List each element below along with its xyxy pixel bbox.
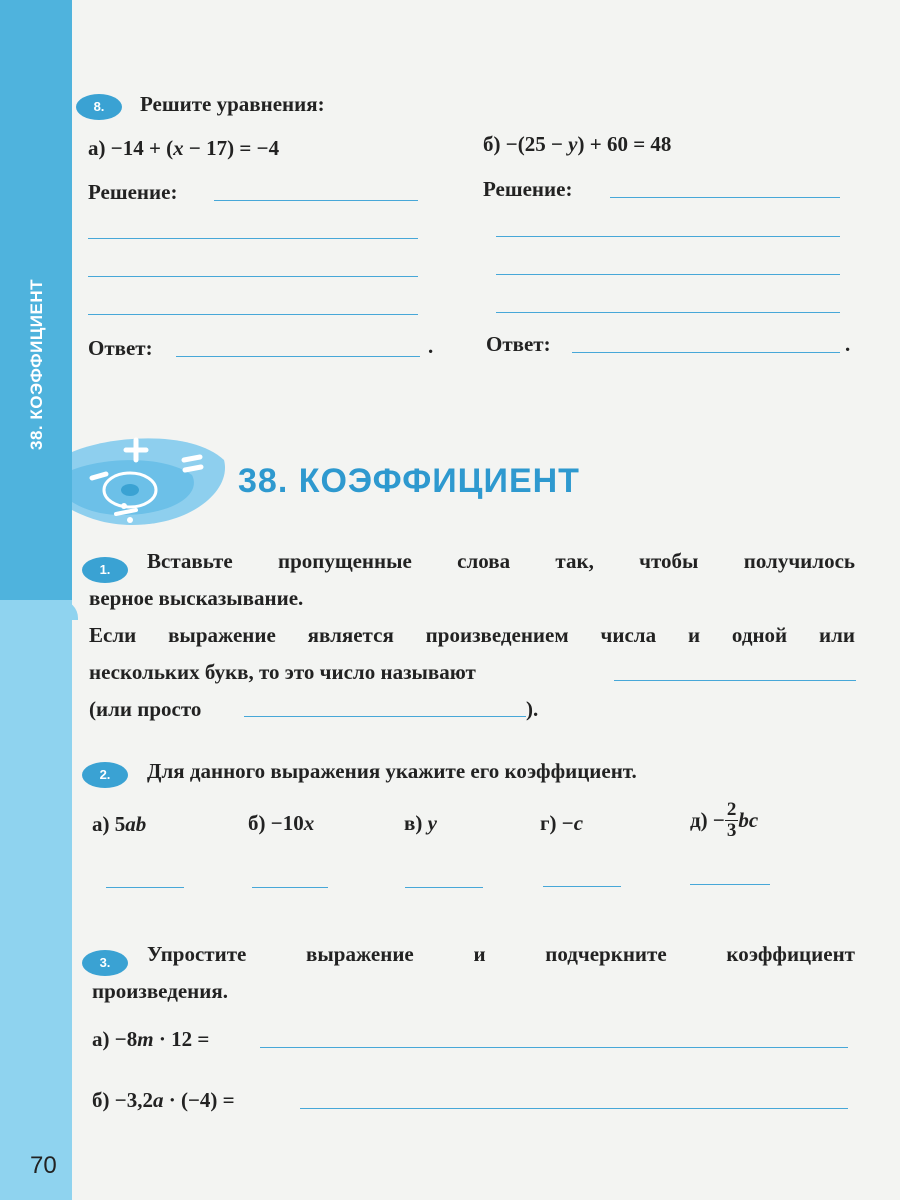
task-2-answer-blank-d[interactable] [690,884,770,885]
task-8a-solution-line[interactable] [88,314,418,315]
task-2-item-v-var: y [427,811,437,835]
task-1-line-4: нескольких букв, то это число называют [89,660,476,684]
task-2-item-v-label: в) [404,811,428,835]
task-8b-solution-label: Решение: [483,177,573,201]
task-8a-rest: − 17) = −4 [183,136,280,160]
task-3a-rest: · 12 = [153,1027,210,1051]
task-2-item-a-var: ab [125,812,147,836]
task-8b-answer-label: Ответ: [486,332,551,356]
task-2-item-g-var: c [573,811,584,835]
task-1-line-2: верное высказывание. [89,586,304,610]
task-1-blank-coefficient[interactable] [614,680,856,681]
task-2-answer-blank-v[interactable] [405,887,483,888]
task-3b-answer-line[interactable] [300,1108,848,1109]
task-8b-solution-line[interactable] [496,312,840,313]
task-2-item-d [690,800,758,841]
task-8a-solution-line[interactable] [88,276,418,277]
sidebar-chapter-label: 38. КОЭФФИЦИЕНТ [27,279,46,450]
task-3a-var: m [137,1027,154,1051]
task-3a-label: а) −8 [92,1027,138,1051]
chapter-title: 38. КОЭФФИЦИЕНТ [238,462,580,500]
task-8b-label: б) −(25 − [483,132,569,156]
task-3-line-2: произведения. [92,979,228,1003]
task-8a-equation [88,138,279,159]
sidebar-tab-corner [60,600,78,620]
task-3b-label: б) −3,2 [92,1088,153,1112]
task-8b-answer-period: . [845,332,851,356]
task-8-title: Решите уравнения: [140,92,325,116]
task-3-line-1: Упростите выражение и подчеркните коэффициент [147,942,855,966]
task-2-badge: 2. [82,762,128,788]
task-1-line-5-end: ). [526,697,539,721]
task-8b-equation [483,134,671,155]
task-2-item-b [248,813,314,834]
task-8b-variable: y [568,132,578,156]
task-2-item-g [540,813,583,834]
task-8a-answer-period: . [428,334,434,358]
task-3-badge: 3. [82,950,128,976]
task-2-item-a-label: а) 5 [92,812,126,836]
task-3a-expression [92,1029,209,1050]
task-2-item-g-label: г) − [540,811,574,835]
task-8b-rest: ) + 60 = 48 [577,132,672,156]
fraction-numerator: 2 [726,799,737,820]
task-2-item-d-var: bc [738,807,759,832]
sidebar-band-lower [0,600,72,1200]
task-2-answer-blank-a[interactable] [106,887,184,888]
task-2-answer-blank-b[interactable] [252,887,328,888]
task-2-answer-blank-g[interactable] [543,886,621,887]
task-2-item-d-label: д) − [690,807,725,832]
task-8a-solution-line[interactable] [88,238,418,239]
task-1-badge: 1. [82,557,128,583]
task-2-title: Для данного выражения укажите его коэффициент. [147,759,637,783]
task-2-item-b-var: x [303,811,315,835]
page-number: 70 [30,1152,57,1179]
task-8b-answer-line[interactable] [572,352,840,353]
task-8a-answer-line[interactable] [176,356,420,357]
math-symbols-emblem-icon [72,430,232,530]
task-8a-solution-line[interactable] [214,200,418,201]
task-8-badge: 8. [76,94,122,120]
task-3b-expression [92,1090,235,1111]
task-8a-variable: x [173,136,184,160]
task-8b-solution-line[interactable] [496,274,840,275]
task-1-blank-short[interactable] [244,716,526,717]
task-8a-solution-label: Решение: [88,180,178,204]
task-3a-answer-line[interactable] [260,1047,848,1048]
task-8b-solution-line[interactable] [496,236,840,237]
task-2-item-a [92,814,146,835]
task-3b-rest: · (−4) = [163,1088,235,1112]
task-8b-solution-line[interactable] [610,197,840,198]
task-1-line-1: Вставьте пропущенные слова так, чтобы получилось [147,549,855,573]
task-8a-answer-label: Ответ: [88,336,153,360]
task-1-line-3: Если выражение является произведением числа и одной или [89,623,855,647]
task-2-item-v [404,813,437,834]
task-2-item-b-label: б) −10 [248,811,304,835]
task-1-line-5-start: (или просто [89,697,202,721]
task-8a-label: а) −14 + ( [88,136,174,160]
task-3b-var: a [152,1088,164,1112]
fraction-denominator: 3 [726,819,737,841]
task-2-item-d-fraction [725,800,739,841]
